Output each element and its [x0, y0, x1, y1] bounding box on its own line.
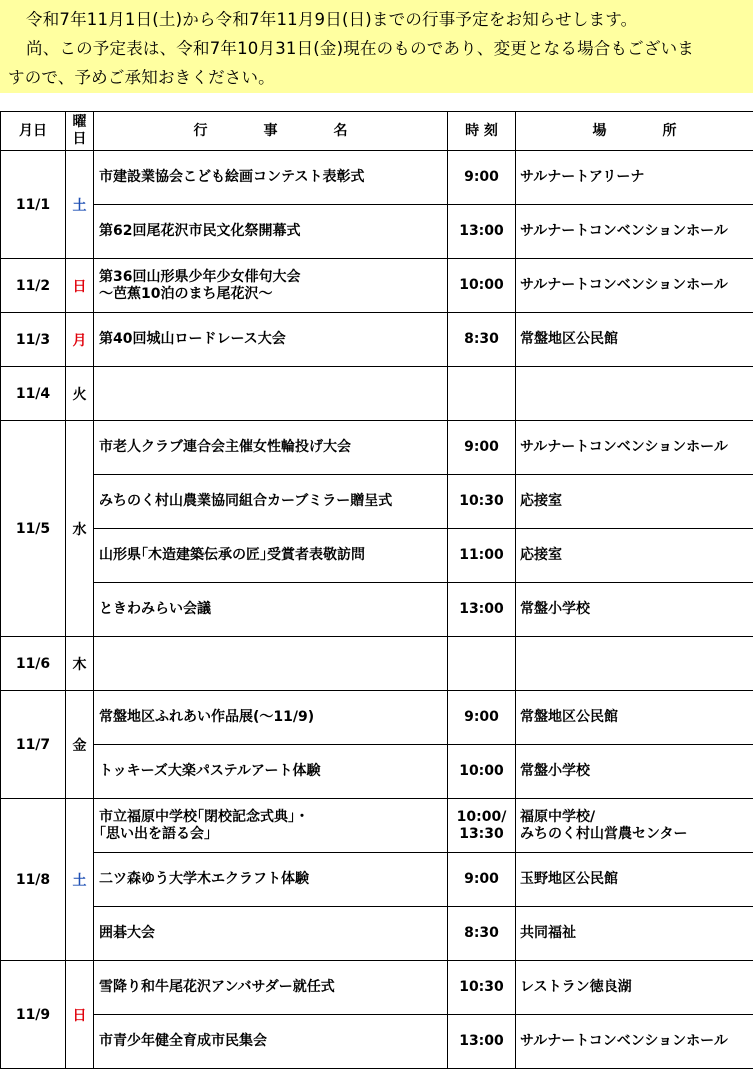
time-line: 9:00: [464, 439, 499, 455]
weekday-cell: 火: [66, 367, 94, 421]
place-line: 常盤地区公民館: [520, 331, 618, 347]
notice-line-2: 尚、この予定表は、令和7年10月31日(金)現在のものであり、変更となる場合もございま: [8, 34, 747, 63]
event-name-cell: [94, 529, 448, 583]
place-cell: [516, 637, 753, 691]
time-cell: [448, 799, 516, 853]
time-line: 8:30: [464, 331, 499, 347]
place-cell: [516, 475, 753, 529]
date-cell: 11/1: [1, 151, 66, 259]
table-row: [1, 367, 753, 421]
event-name-cell: [94, 475, 448, 529]
event-name-cell: [94, 583, 448, 637]
place-cell: [516, 259, 753, 313]
time-line: 10:00/: [457, 809, 507, 825]
place-cell: [516, 529, 753, 583]
place-line: 福原中学校/: [520, 809, 595, 825]
table-row: [1, 205, 753, 259]
table-row: [1, 583, 753, 637]
name-line: 雪降り和牛尾花沢アンバサダー就任式: [99, 979, 335, 995]
time-cell: [448, 259, 516, 313]
event-name-cell: [94, 151, 448, 205]
name-line: 市老人クラブ連合会主催女性輪投げ大会: [99, 439, 351, 455]
table-row: [1, 853, 753, 907]
place-cell: [516, 691, 753, 745]
name-line: 市建設業協会こども絵画コンテスト表彰式: [99, 169, 364, 185]
time-line: 9:00: [464, 709, 499, 725]
date-cell: 11/8: [1, 799, 66, 961]
event-name-cell: [94, 745, 448, 799]
time-cell: [448, 745, 516, 799]
date-cell: 11/4: [1, 367, 66, 421]
name-line: ときわみらい会議: [99, 601, 211, 617]
event-name-cell: [94, 367, 448, 421]
place-cell: [516, 367, 753, 421]
place-cell: [516, 313, 753, 367]
header-row: [1, 112, 753, 151]
time-cell: [448, 691, 516, 745]
name-line: 第40回城山ロードレース大会: [99, 331, 286, 347]
schedule-notice: [0, 0, 753, 93]
weekday-cell: 土: [66, 799, 94, 961]
name-line: ｢思い出を語る会｣: [99, 826, 211, 842]
name-line: 市立福原中学校｢閉校記念式典｣・: [99, 809, 309, 825]
place-line: 常盤地区公民館: [520, 709, 618, 725]
table-row: [1, 529, 753, 583]
table-row: [1, 745, 753, 799]
table-row: [1, 1015, 753, 1069]
place-cell: [516, 583, 753, 637]
table-row: [1, 799, 753, 853]
weekday-cell: 日: [66, 961, 94, 1069]
time-cell: [448, 367, 516, 421]
time-line: 10:30: [459, 493, 504, 509]
name-line: 第62回尾花沢市民文化祭開幕式: [99, 223, 300, 239]
event-name-cell: [94, 691, 448, 745]
time-line: 13:00: [459, 1033, 504, 1049]
name-line: 二ツ森ゆう大学木エクラフト体験: [99, 871, 309, 887]
time-cell: [448, 637, 516, 691]
event-name-cell: [94, 907, 448, 961]
name-line: 常盤地区ふれあい作品展(～11/9): [99, 709, 314, 725]
event-name-cell: [94, 799, 448, 853]
name-line: 囲碁大会: [99, 925, 155, 941]
place-cell: [516, 961, 753, 1015]
header-event: 行 事 名: [94, 112, 448, 151]
time-line: 13:00: [459, 223, 504, 239]
time-cell: [448, 421, 516, 475]
name-line: 第36回山形県少年少女俳句大会: [99, 269, 300, 285]
time-line: 13:30: [459, 826, 504, 842]
schedule-body: [1, 151, 753, 1069]
time-cell: [448, 583, 516, 637]
date-cell: 11/3: [1, 313, 66, 367]
place-line: サルナートコンベンションホール: [520, 223, 728, 239]
name-line: 山形県｢木造建築伝承の匠｣受賞者表敬訪問: [99, 547, 365, 563]
place-line: レストラン徳良湖: [520, 979, 632, 995]
time-line: 9:00: [464, 169, 499, 185]
place-cell: [516, 745, 753, 799]
header-place: 場 所: [516, 112, 753, 151]
header-weekday: [66, 112, 94, 151]
header-time: 時 刻: [448, 112, 516, 151]
time-cell: [448, 529, 516, 583]
place-line: サルナートアリーナ: [520, 169, 644, 185]
name-line: ～芭蕉10泊のまち尾花沢～: [99, 286, 272, 302]
event-name-cell: [94, 637, 448, 691]
name-line: トッキーズ大楽パステルアート体験: [99, 763, 320, 779]
place-cell: [516, 151, 753, 205]
time-cell: [448, 151, 516, 205]
event-name-cell: [94, 259, 448, 313]
table-row: [1, 259, 753, 313]
place-line: 常盤小学校: [520, 763, 590, 779]
weekday-cell: 水: [66, 421, 94, 637]
event-name-cell: [94, 853, 448, 907]
table-row: [1, 637, 753, 691]
time-line: 13:00: [459, 601, 504, 617]
place-line: サルナートコンベンションホール: [520, 1033, 728, 1049]
date-cell: 11/9: [1, 961, 66, 1069]
time-cell: [448, 853, 516, 907]
weekday-cell: 金: [66, 691, 94, 799]
weekday-cell: 月: [66, 313, 94, 367]
date-cell: 11/7: [1, 691, 66, 799]
header-weekday-top: 曜: [73, 114, 87, 130]
date-cell: 11/5: [1, 421, 66, 637]
time-cell: [448, 313, 516, 367]
table-row: [1, 907, 753, 961]
place-cell: [516, 421, 753, 475]
time-line: 11:00: [459, 547, 504, 563]
time-line: 10:00: [459, 277, 504, 293]
place-line: サルナートコンベンションホール: [520, 439, 728, 455]
time-cell: [448, 475, 516, 529]
place-line: 共同福祉: [520, 925, 576, 941]
event-name-cell: [94, 313, 448, 367]
notice-line-3: すので、予めご承知おきください。: [8, 63, 747, 92]
table-row: [1, 151, 753, 205]
time-cell: [448, 205, 516, 259]
time-cell: [448, 1015, 516, 1069]
time-cell: [448, 961, 516, 1015]
name-line: 市青少年健全育成市民集会: [99, 1033, 267, 1049]
weekday-cell: 土: [66, 151, 94, 259]
time-cell: [448, 907, 516, 961]
table-row: [1, 691, 753, 745]
place-cell: [516, 1015, 753, 1069]
time-line: 10:00: [459, 763, 504, 779]
place-line: 常盤小学校: [520, 601, 590, 617]
name-line: みちのく村山農業協同組合カーブミラー贈呈式: [99, 493, 392, 509]
place-cell: [516, 799, 753, 853]
place-line: サルナートコンベンションホール: [520, 277, 728, 293]
weekday-cell: 木: [66, 637, 94, 691]
time-line: 10:30: [459, 979, 504, 995]
place-cell: [516, 853, 753, 907]
time-line: 8:30: [464, 925, 499, 941]
date-cell: 11/2: [1, 259, 66, 313]
table-row: [1, 421, 753, 475]
date-cell: 11/6: [1, 637, 66, 691]
event-name-cell: [94, 961, 448, 1015]
event-name-cell: [94, 421, 448, 475]
notice-line-1: 令和7年11月1日(土)から令和7年11月9日(日)までの行事予定をお知らせします。: [8, 5, 747, 34]
table-row: [1, 313, 753, 367]
place-cell: [516, 205, 753, 259]
header-date: 月日: [1, 112, 66, 151]
place-cell: [516, 907, 753, 961]
table-row: [1, 961, 753, 1015]
place-line: 玉野地区公民館: [520, 871, 618, 887]
place-line: 応接室: [520, 493, 562, 509]
weekday-cell: 日: [66, 259, 94, 313]
event-name-cell: [94, 1015, 448, 1069]
event-name-cell: [94, 205, 448, 259]
place-line: 応接室: [520, 547, 562, 563]
place-line: みちのく村山営農センター: [520, 826, 687, 842]
table-row: [1, 475, 753, 529]
schedule-table: [0, 111, 753, 1069]
header-weekday-bottom: 日: [73, 131, 87, 147]
time-line: 9:00: [464, 871, 499, 887]
